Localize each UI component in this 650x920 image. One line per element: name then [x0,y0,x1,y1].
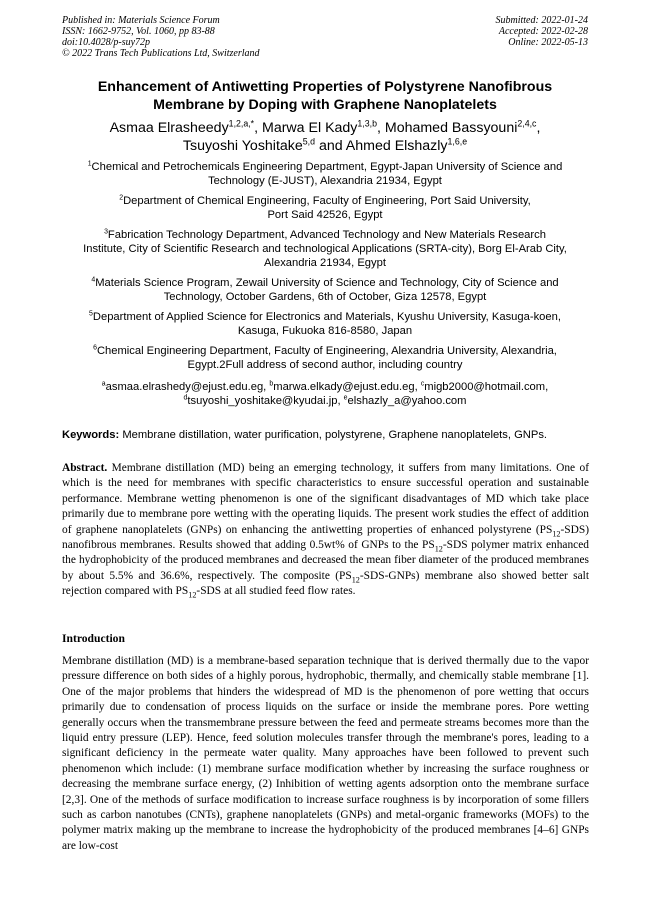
abstract: Abstract. Membrane distillation (MD) being an emerging technology, it suffers from many limitations. One of which is the need for membranes with specific characteristics to ensure successful operation and sustainable performance. Membrane wetting phenomenon is one of the significant disadvantages of MD which take place primarily due to membrane pore wetting with the operating liquids. The present work studies the effect of addition of graphene nanoplatelets (GNPs) on enhancing the antiwetting properties of enhanced polystyrene $(PS_{12}-SDS)$ nanofibrous membranes. Results showed that adding 0.5wt% of GNPs to the $PS_{12}$-SDS polymer matrix enhanced the hydrophobicity of the produced membranes and decreased the mean fiber diameter of the produced membranes by about 5.5% and 36.6%, respectively. The composite $(PS_{12}-SDS-GNPs)$ membrane also showed better salt rejection compared with $PS_{12}$-SDS at all studied feed flow rates. [62,462,590,600]
author-separator: , [254,120,262,136]
submission-dates [496,15,589,48]
affiliation-text: Port Said 42526, Egypt [267,208,383,221]
affiliation-text: Fabrication Technology Department, Advanced Technology and New Materials Research [107,229,546,241]
author-list [40,119,610,155]
author-affiliation-marks: 1,2,a,* [228,118,255,129]
email-link[interactable]: migb2000@hotmail.com [424,381,546,393]
author-separator: , [376,120,385,136]
keywords-label: Keywords: [62,429,120,441]
accepted-date: Accepted: 2022-02-28 [498,26,588,37]
author-name: Asmaa Elrasheedy [109,120,229,136]
affiliation-text: Materials Science Program, Zewail University of Science and Technology, City of Science and [95,277,559,289]
affiliation-text: Technology (E-JUST), Alexandria 21934, Egypt [208,174,442,187]
affiliation-text: Department of Chemical Engineering, Faculty of Engineering, Port Said University, [123,195,531,207]
affiliation-text: Department of Applied Science for Electronics and Materials, Kyushu University, Kasuga-koen, [92,311,561,323]
affiliation-text: Chemical Engineering Department, Faculty of Engineering, Alexandria University, Alexandria, [96,345,557,357]
title-line: Membrane by Doping with Graphene Nanoplatelets [153,97,497,113]
keywords [62,428,592,442]
affiliation-number: 2 [119,194,124,202]
author-affiliation-marks: 5,d [302,136,316,147]
journal-line: Published in: Materials Science Forum [62,15,220,26]
email-link[interactable]: marwa.elkady@ejust.edu.eg [273,381,415,393]
online-date: Online: 2022-05-13 [508,37,588,48]
title-line: Enhancement of Antiwetting Properties of Polystyrene Nanofibrous [97,79,553,95]
doi-line: doi:10.4028/p-suy72p [62,37,151,48]
affiliation-text: Egypt.2Full address of second author, including country [187,358,463,371]
affiliation-3 [45,229,605,270]
section-heading: Introduction [62,632,125,645]
author-name: Tsuyoshi Yoshitake [182,138,303,154]
submitted-date: Submitted: 2022-01-24 [495,15,588,26]
author-separator: , [536,120,541,136]
author-emails: $^a$asmaa.elrashedy@ejust.edu.eg, $^b$marwa.elkady@ejust.edu.eg, $^c$migb2000@hotmail.com, $^d$tsuyoshi_yoshitake@kyudai.jp, $^e$elshazly_a@yahoo.com [101,380,549,407]
affiliation-number: 6 [93,344,97,352]
introduction-body: Membrane distillation (MD) is a membrane-based separation technique that is derived thermally due to the vapor pressure difference on both sides of a highly porous, hydrophobic, thermally, and chemically stable membrane [1]. One of the major problems that hinders the widespread of MD is the phenomenon of pore wetting that occurs primarily due to condensation of process liquids on the surface or inside the membrane pores. Pore wetting generally occurs when the transmembrane pressure between the feed and permeate streams becomes more than the liquid entry pressure (LEP). Hence, feed solution molecules transfer through the membrane's pores, leading to a significant deficiency in the permeate water quality. Many approaches have been followed to prevent such phenomenon which include: (1) membrane surface modification whether by increasing the surface roughness or decreasing the membrane surface energy, (2) Inhibition of wetting agents adsorption onto the membrane surface [2,3]. One of the methods of surface modification to increase surface roughness is by incorporation of some fillers such as carbon nanotubes (CNTs), graphene nanoplatelets (GNPs) and metal-organic frameworks (MOFs) to the polymer matrix making up the membrane to increase the hydrophobicity of the produced membranes [4–6] GNPs are low-cost [62,655,589,852]
affiliation-2 [45,195,605,223]
affiliation-4 [45,277,605,305]
email-link[interactable]: tsuyoshi_yoshitake@kyudai.jp [187,394,338,407]
affiliation-5 [45,311,605,339]
email-link[interactable]: asmaa.elrashedy@ejust.edu.eg [105,381,264,393]
author-name: Mohamed Bassyouni [384,120,518,136]
affiliation-1 [45,161,605,189]
abstract-label: Abstract. [62,462,108,474]
author-affiliation-marks: 1,6,e [447,136,468,147]
publication-info [62,15,260,59]
email-link[interactable]: elshazly_a@yahoo.com [347,394,467,407]
affiliation-text: Chemical and Petrochemicals Engineering Department, Egypt-Japan University of Science and [91,161,563,173]
affiliation-text: Technology, October Gardens, 6th of October, Giza 12578, Egypt [163,290,487,303]
author-line [40,119,610,137]
author-name: Marwa El Kady [262,120,358,136]
affiliation-number: 1 [87,160,92,168]
affiliation-6 [45,345,605,373]
affiliation-text: Kasuga, Fukuoka 816-8580, Japan [237,324,413,337]
author-affiliation-marks: 1,3,b [357,118,377,129]
affiliation-text: Alexandria 21934, Egypt [264,256,386,269]
paper-title [62,78,588,114]
author-separator: and [315,138,346,154]
author-affiliation-marks: 2,4,c [517,118,537,129]
affiliation-text: Institute, City of Scientific Research and technological Applications (SRTA-city), Borg El-Arab City, [83,242,567,255]
affiliation-number: 3 [104,228,108,236]
author-line [40,137,610,155]
author-name: Ahmed Elshazly [345,138,448,154]
issn-line: ISSN: 1662-9752, Vol. 1060, pp 83-88 [62,26,215,37]
copyright-line: © 2022 Trans Tech Publications Ltd, Switzerland [62,48,260,59]
affiliation-number: 4 [91,276,96,284]
keywords-text: Membrane distillation, water purification, polystyrene, Graphene nanoplatelets, GNPs. [122,429,548,441]
affiliation-number: 5 [89,310,93,318]
